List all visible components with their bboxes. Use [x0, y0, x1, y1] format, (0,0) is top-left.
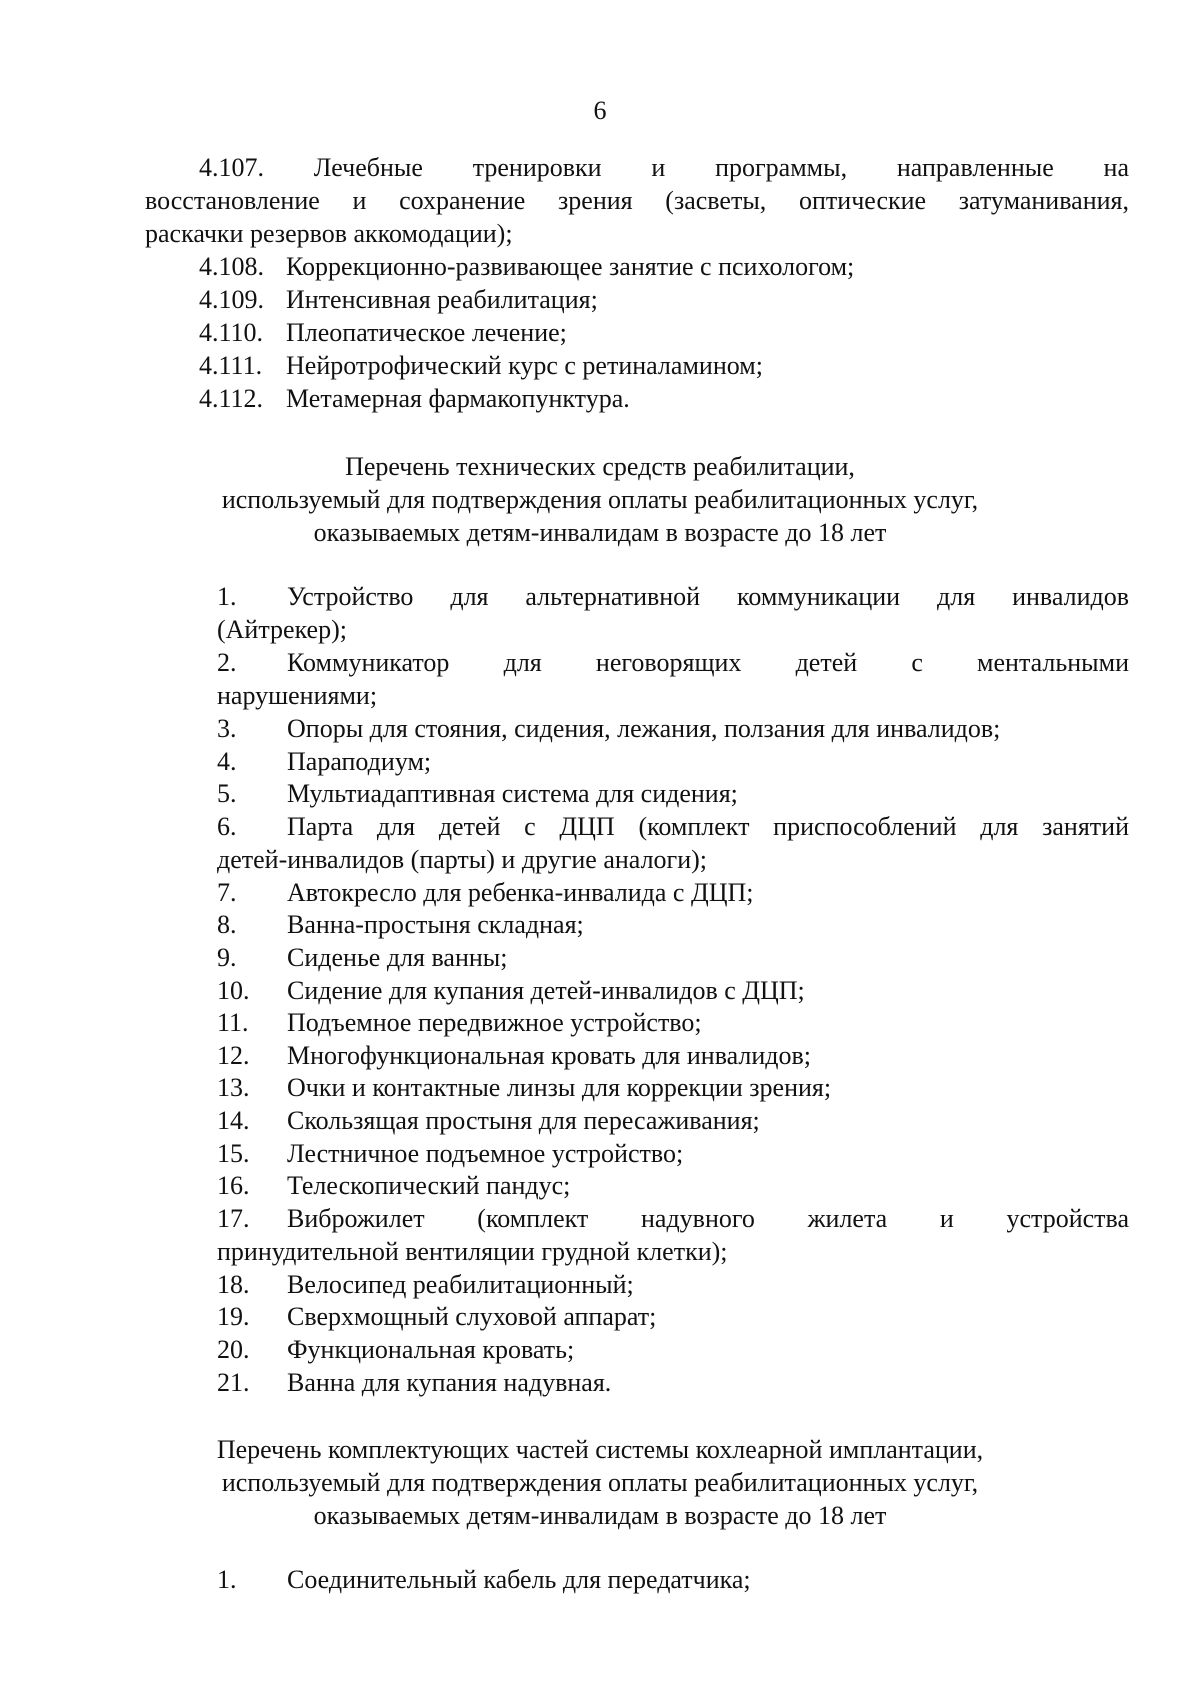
item-number: 21.	[217, 1367, 250, 1397]
list-item	[217, 941, 1129, 974]
item-number: 14.	[217, 1105, 250, 1135]
item-text-continued: (Айтрекер);	[217, 615, 347, 644]
heading-line: Перечень технических средств реабилитации,	[345, 452, 855, 481]
section-1-list	[217, 580, 1129, 1398]
intro-item-text: Плеопатическое лечение;	[286, 318, 567, 347]
item-4-107-line-2: восстановление и сохранение зрения (засветы, оптические затуманивания,	[145, 186, 1129, 215]
item-text: Соединительный кабель для передатчика;	[287, 1565, 751, 1594]
list-item	[217, 1006, 1129, 1039]
intro-item-text: Коррекционно-развивающее занятие с психологом;	[286, 252, 855, 281]
item-text: Ванна для купания надувная.	[287, 1367, 612, 1397]
list-item	[217, 974, 1129, 1007]
item-4-107-line-1: 4.107. Лечебные тренировки и программы, направленные на	[199, 153, 1129, 182]
intro-item-number: 4.109.	[199, 285, 264, 314]
item-number: 13.	[217, 1073, 250, 1103]
list-item	[217, 1169, 1129, 1202]
item-text: Подъемное передвижное устройство;	[287, 1008, 702, 1038]
item-number: 9.	[217, 942, 237, 972]
list-item	[217, 1366, 1129, 1399]
item-number: 18.	[217, 1269, 250, 1299]
item-number: 7.	[217, 877, 237, 907]
item-text-continued: нарушениями;	[217, 681, 378, 710]
item-text: Мультиадаптивная система для сидения;	[287, 779, 738, 809]
heading-line: Перечень комплектующих частей системы кохлеарной имплантации,	[216, 1435, 984, 1464]
item-text: Устройство для альтернативной коммуникации для инвалидов	[287, 582, 1129, 611]
heading-line: используемый для подтверждения оплаты реабилитационных услуг,	[221, 485, 979, 514]
item-text: Сиденье для ванны;	[287, 942, 508, 972]
page-number: 6	[593, 96, 607, 125]
item-number: 6.	[217, 811, 237, 841]
intro-item-text: Интенсивная реабилитация;	[286, 285, 598, 314]
intro-item-text: Нейротрофический курс с ретиналамином;	[286, 351, 763, 380]
item-text: Многофункциональная кровать для инвалидов;	[287, 1040, 812, 1070]
list-item	[217, 1300, 1129, 1333]
item-number: 8.	[217, 910, 237, 940]
item-text-continued: детей-инвалидов (парты) и другие аналоги);	[217, 844, 708, 874]
list-item	[217, 745, 1129, 778]
list-item	[217, 1137, 1129, 1170]
intro-item-number: 4.112.	[199, 384, 264, 413]
heading-line: оказываемых детям-инвалидам в возрасте до 18 лет	[313, 1501, 887, 1530]
intro-section	[145, 151, 1129, 415]
item-text: Функциональная кровать;	[287, 1334, 575, 1364]
intro-list-item	[145, 349, 1129, 382]
item-text: Лестничное подъемное устройство;	[287, 1138, 684, 1168]
item-number: 4.	[217, 746, 237, 776]
list-item	[217, 777, 1129, 810]
list-item	[217, 876, 1129, 909]
item-number: 20.	[217, 1334, 250, 1364]
item-text: Параподиум;	[287, 746, 432, 776]
list-item	[217, 1039, 1129, 1072]
heading-line: используемый для подтверждения оплаты реабилитационных услуг,	[221, 1468, 979, 1497]
list-item	[217, 1268, 1129, 1301]
item-text: Велосипед реабилитационный;	[287, 1269, 634, 1299]
item-number: 10.	[217, 975, 250, 1005]
section-2-list	[217, 1563, 1129, 1596]
item-text: Сверхмощный слуховой аппарат;	[287, 1302, 657, 1332]
heading-line: оказываемых детям-инвалидам в возрасте до 18 лет	[313, 518, 887, 547]
list-item	[217, 908, 1129, 941]
item-text: Виброжилет (комплект надувного жилета и устройства	[287, 1203, 1129, 1233]
list-item	[217, 1563, 1129, 1596]
list-item	[217, 1071, 1129, 1104]
item-text: Опоры для стояния, сидения, лежания, ползания для инвалидов;	[287, 714, 1001, 743]
item-text: Очки и контактные линзы для коррекции зрения;	[287, 1073, 832, 1103]
item-number: 12.	[217, 1040, 250, 1070]
item-number: 2.	[217, 648, 237, 677]
section-2-heading	[0, 1433, 1200, 1532]
item-text: Коммуникатор для неговорящих детей с ментальными	[287, 648, 1129, 677]
item-text: Ванна-простыня складная;	[287, 910, 584, 940]
item-number: 1.	[217, 582, 237, 611]
list-item	[217, 646, 1129, 712]
intro-item-number: 4.110.	[199, 318, 264, 347]
intro-list-item	[145, 283, 1129, 316]
list-item	[217, 1104, 1129, 1137]
item-text: Сидение для купания детей-инвалидов с ДЦП;	[287, 975, 805, 1005]
item-number: 19.	[217, 1302, 250, 1332]
item-4-107-line-3: раскачки резервов аккомодации);	[145, 219, 513, 248]
item-number: 3.	[217, 714, 237, 743]
item-number: 5.	[217, 779, 237, 809]
list-item	[217, 712, 1129, 745]
intro-item-number: 4.111.	[199, 351, 263, 380]
intro-list-item	[145, 316, 1129, 349]
item-text: Автокресло для ребенка-инвалида с ДЦП;	[287, 877, 754, 907]
item-number: 11.	[217, 1008, 249, 1038]
item-number: 15.	[217, 1138, 250, 1168]
item-text: Парта для детей с ДЦП (комплект приспособлений для занятий	[287, 811, 1129, 841]
item-text: Скользящая простыня для пересаживания;	[287, 1105, 760, 1135]
item-text: Телескопический пандус;	[287, 1171, 571, 1201]
item-text-continued: принудительной вентиляции грудной клетки);	[217, 1236, 728, 1266]
item-number: 1.	[217, 1565, 237, 1594]
list-item	[217, 580, 1129, 646]
section-1-heading	[0, 450, 1200, 549]
item-number: 17.	[217, 1203, 250, 1233]
list-item	[217, 810, 1129, 876]
list-item	[217, 1202, 1129, 1268]
intro-list-item	[145, 382, 1129, 415]
item-number: 16.	[217, 1171, 250, 1201]
intro-item-text: Метамерная фармакопунктура.	[286, 384, 630, 413]
list-item	[217, 1333, 1129, 1366]
intro-item-number: 4.108.	[199, 252, 264, 281]
intro-list-item	[145, 250, 1129, 283]
